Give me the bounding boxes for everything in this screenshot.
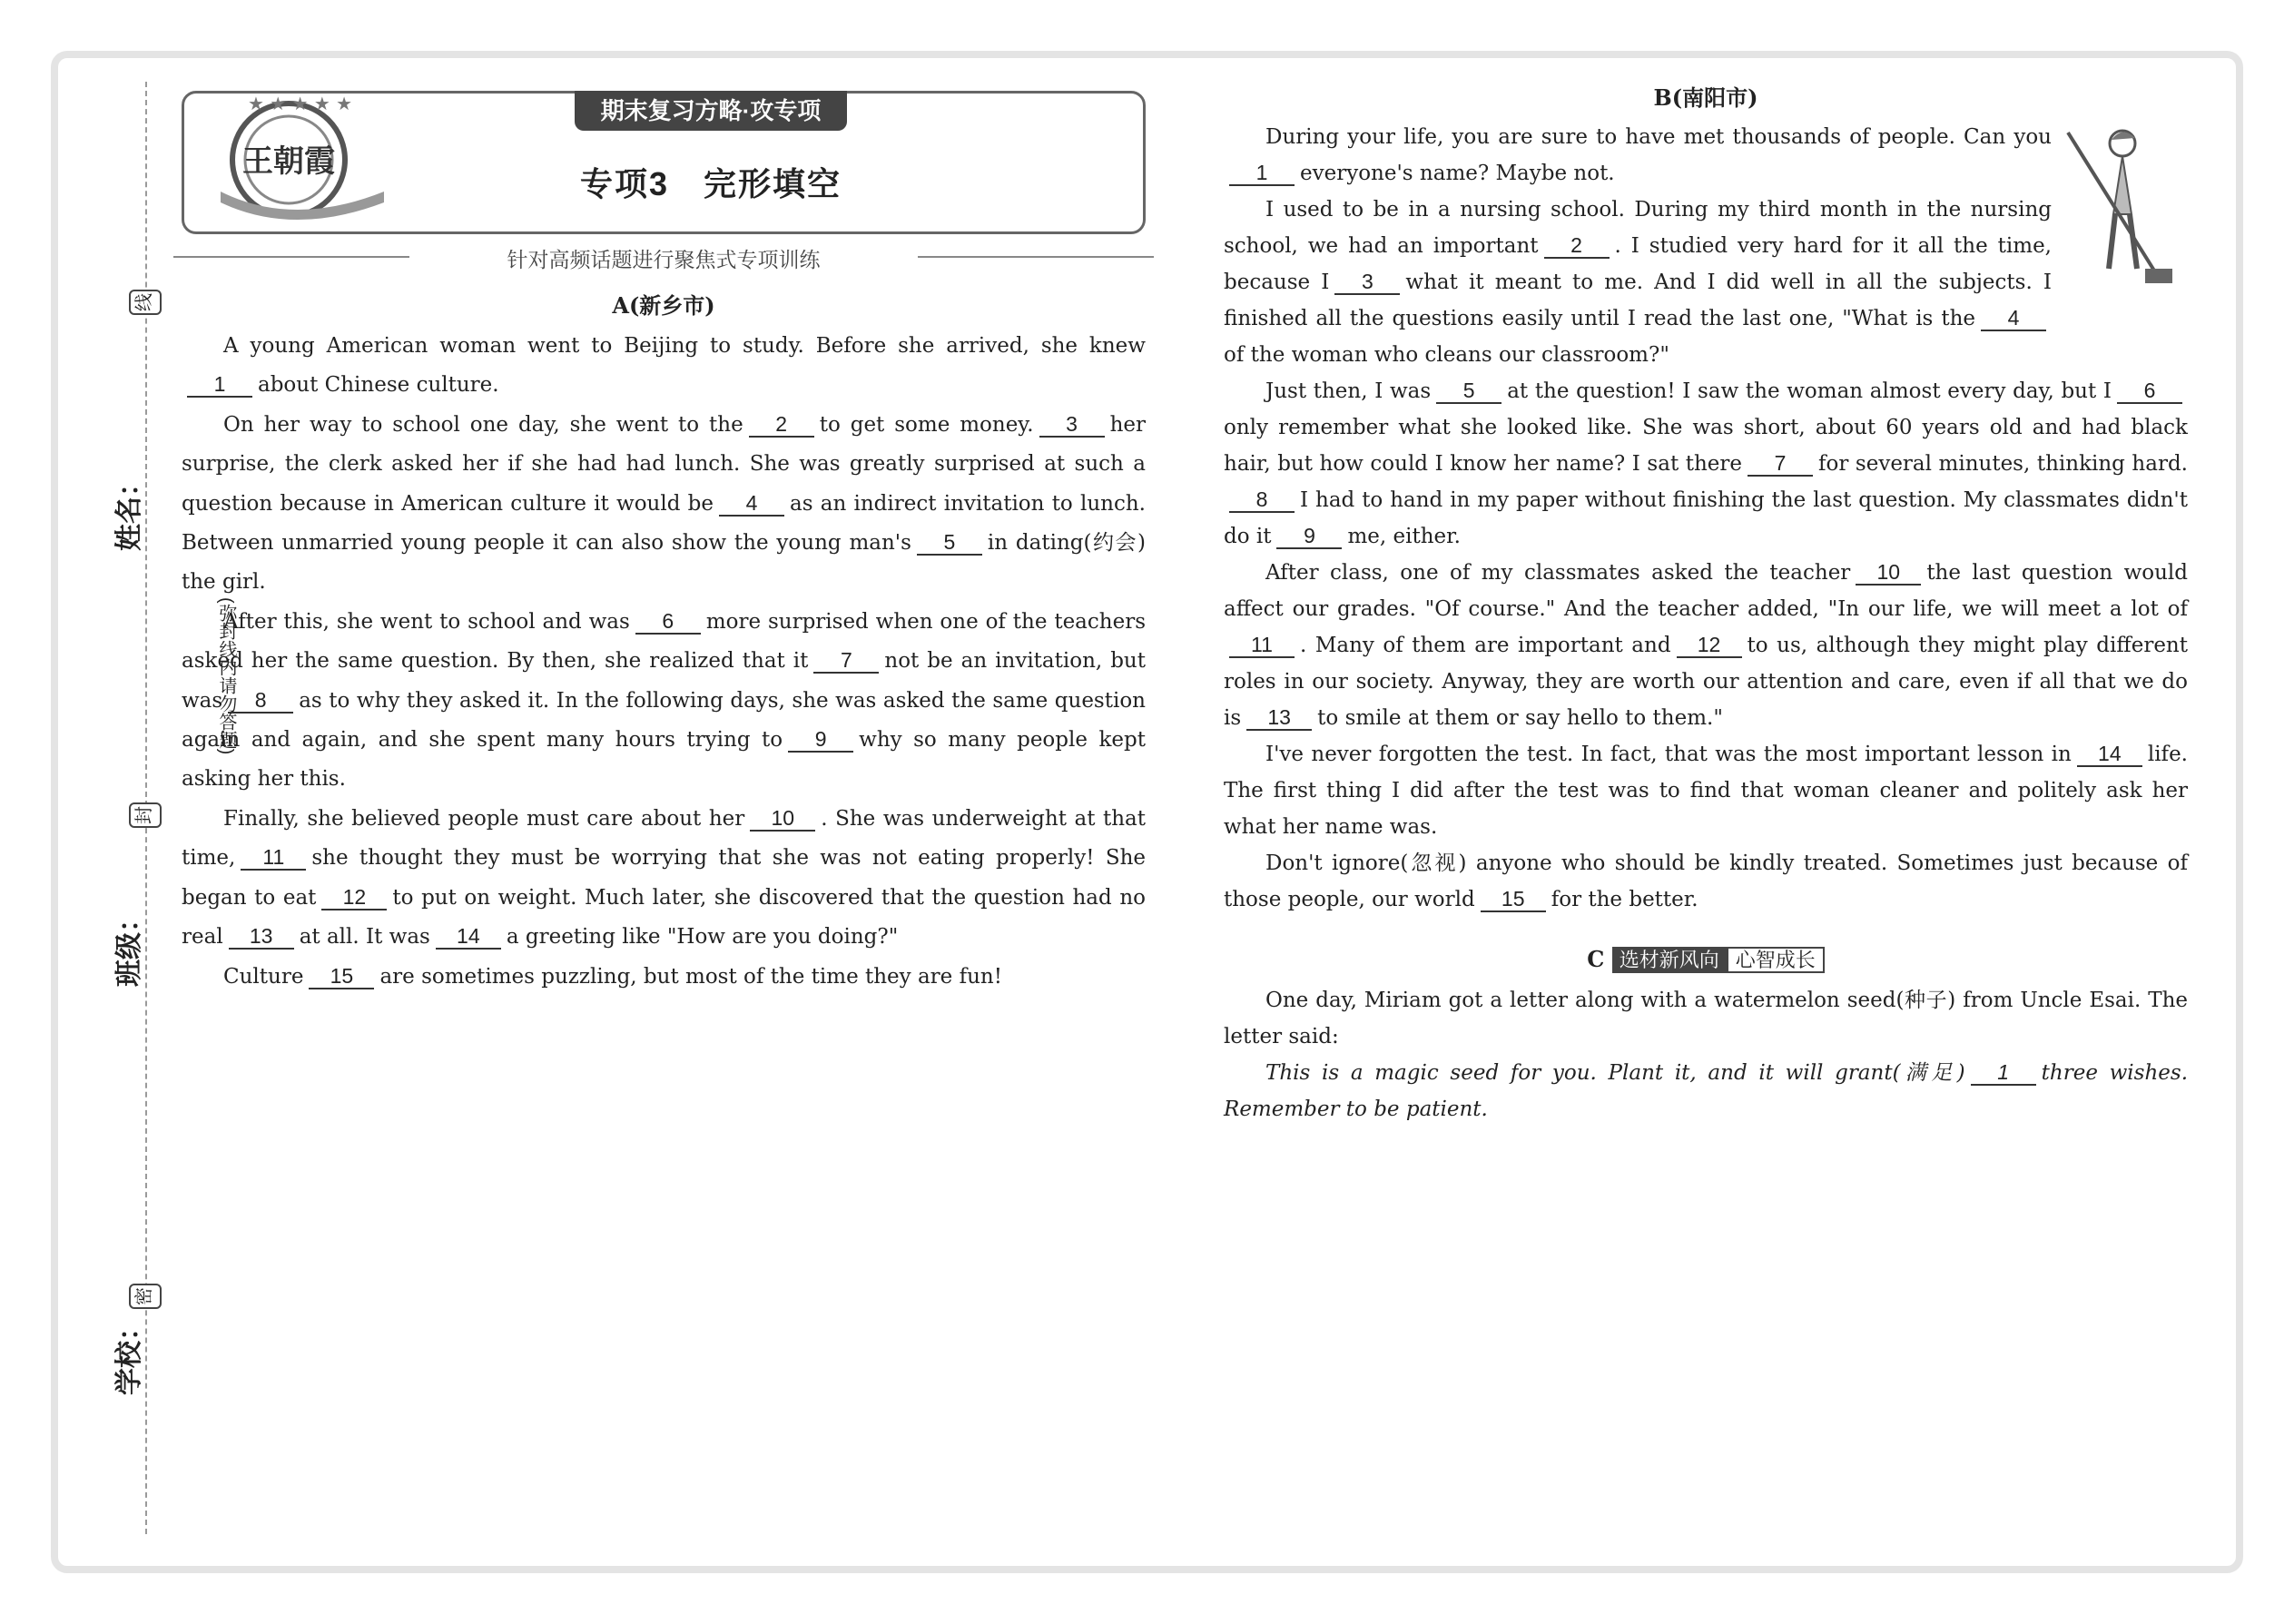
seal-mi: 密 [129, 1284, 162, 1309]
name-label: 姓名： [114, 469, 144, 551]
paragraph: One day, Miriam got a letter along with a watermelon seed(种子) from Uncle Esai. The letter said: [1224, 989, 2188, 1048]
answer-blank[interactable]: 11 [1229, 633, 1295, 658]
answer-blank[interactable]: 15 [1481, 887, 1546, 912]
answer-blank[interactable]: 14 [436, 924, 501, 950]
paragraph: During your life, you are sure to have met thousands of people. Can you1 everyone's name? Maybe not. [1224, 119, 2188, 192]
answer-blank[interactable]: 13 [1246, 705, 1312, 731]
section-b-title: B(南阳市) [1653, 84, 1758, 111]
seal-xian: 线 [129, 290, 162, 315]
answer-blank[interactable]: 7 [1748, 451, 1813, 477]
answer-blank[interactable]: 3 [1334, 270, 1400, 295]
answer-blank[interactable]: 1 [1971, 1060, 2036, 1086]
banner: 期末复习方略·攻专项 [575, 91, 847, 131]
logo-emblem-icon [212, 92, 384, 237]
answer-blank[interactable]: 12 [321, 885, 387, 910]
answer-blank[interactable]: 4 [719, 491, 784, 517]
section-header [182, 91, 1146, 234]
answer-blank[interactable]: 5 [917, 530, 982, 556]
page-title: 专项3 完形填空 [579, 165, 842, 202]
paragraph: On her way to school one day, she went to the 2 to get some money. 3 her surprise, the clerk asked her if she had had lunch. She was greatly surprised at such a question because in American culture it would be 4 as an indirect invitation to lunch. Between unmarried young people it can also show the young man's 5 in dating(约会) the girl. [182, 411, 1146, 595]
subtitle: 针对高频话题进行聚焦式专项训练 [409, 243, 918, 273]
answer-blank[interactable]: 2 [749, 412, 814, 438]
answer-blank[interactable]: 8 [1229, 487, 1295, 513]
answer-blank[interactable]: 11 [241, 845, 306, 871]
section-a-title: A(新乡市) [612, 292, 715, 319]
answer-blank[interactable]: 12 [1677, 633, 1742, 658]
paragraph: After class, one of my classmates asked the teacher 10 the last question would affect our grades. "Of course." And the teacher added, "In our life, we will meet a lot of11 . Many of them are important and 12 to us, although they might play different roles in our society. Anyway, they are worth our attention and care, even if all that we do is 13 to smile at them or say hello to them." [1224, 560, 2188, 730]
answer-blank[interactable]: 4 [1981, 306, 2046, 331]
paragraph: Culture 15 are sometimes puzzling, but most of the time they are fun! [223, 963, 1002, 989]
paragraph: Finally, she believed people must care about her 10 . She was underweight at that time, 11 she thought they must be worrying that she was not eating properly! She began to eat 12 to put on weight. Much later, she discovered that the question had no real 13 at all. It was 14 a greeting like "How are you doing?" [182, 805, 1146, 950]
tag-new-material: 选材新风向 [1612, 947, 1727, 973]
paragraph: Just then, I was 5 at the question! I saw the woman almost every day, but I 6only remember what she looked like. She was short, about 60 years old and had black hair, but how could I know her name? I sat there 7 for several minutes, thinking hard.8 I had to hand in my paper without finishing the last question. My classmates didn't do it 9 me, either. [1224, 379, 2188, 548]
answer-blank[interactable]: 15 [309, 964, 374, 989]
right-page [1224, 84, 2189, 1127]
paragraph: I used to be in a nursing school. During my third month in the nursing school, we had an important 2 . I studied very hard for it all the time, because I 3 what it meant to me. And I did well in all the subjects. I finished all the questions easily until I read the last one, "What is the 4of the woman who cleans our classroom?" [1224, 198, 2052, 367]
answer-blank[interactable]: 1 [187, 372, 252, 398]
paragraph: This is a magic seed for you. Plant it, and it will grant(满足) 1 three wishes. Remember to be patient. [1224, 1060, 2189, 1121]
paragraph: After this, she went to school and was 6 more surprised when one of the teachers asked her the same question. By then, she realized that it 7 not be an invitation, but was 8 as to why they asked it. In the following days, she was asked the same question again and again, and she spent many hours trying to 9 why so many people kept asking her this. [182, 608, 1146, 792]
answer-blank[interactable]: 8 [228, 688, 293, 714]
answer-blank[interactable]: 13 [229, 924, 294, 950]
answer-blank[interactable]: 3 [1039, 412, 1105, 438]
tag-growth: 心智成长 [1727, 947, 1825, 973]
paragraph: Don't ignore(忽视) anyone who should be kindly treated. Sometimes just because of those people, our world 15 for the better. [1224, 851, 2188, 911]
paragraph: A young American woman went to Beijing to study. Before she arrived, she knew1 about Chinese culture. [182, 327, 1146, 406]
answer-blank[interactable]: 1 [1229, 161, 1295, 186]
binding-note: (弥封线内请勿答题) [216, 597, 236, 755]
answer-blank[interactable]: 14 [2077, 742, 2142, 767]
answer-blank[interactable]: 10 [1856, 560, 1921, 586]
seal-feng: 封 [129, 802, 162, 828]
answer-blank[interactable]: 6 [635, 609, 701, 635]
school-label: 学校： [114, 1314, 144, 1395]
logo-text: 王朝霞 [242, 143, 335, 180]
left-page [182, 91, 1146, 997]
answer-blank[interactable]: 2 [1544, 233, 1610, 259]
answer-blank[interactable]: 6 [2117, 379, 2182, 404]
answer-blank[interactable]: 5 [1436, 379, 1501, 404]
class-label: 班级： [114, 905, 144, 987]
svg-text:★ ★ ★ ★ ★: ★ ★ ★ ★ ★ [248, 93, 353, 114]
answer-blank[interactable]: 9 [1276, 524, 1342, 549]
answer-blank[interactable]: 10 [750, 806, 815, 832]
answer-blank[interactable]: 9 [788, 727, 853, 753]
section-c-title: C 选材新风向 心智成长 [1224, 945, 2188, 973]
answer-blank[interactable]: 7 [813, 648, 879, 674]
paragraph: I've never forgotten the test. In fact, that was the most important lesson in 14 life. The first thing I did after the test was to find that woman cleaner and politely ask her what her name was. [1224, 742, 2188, 839]
